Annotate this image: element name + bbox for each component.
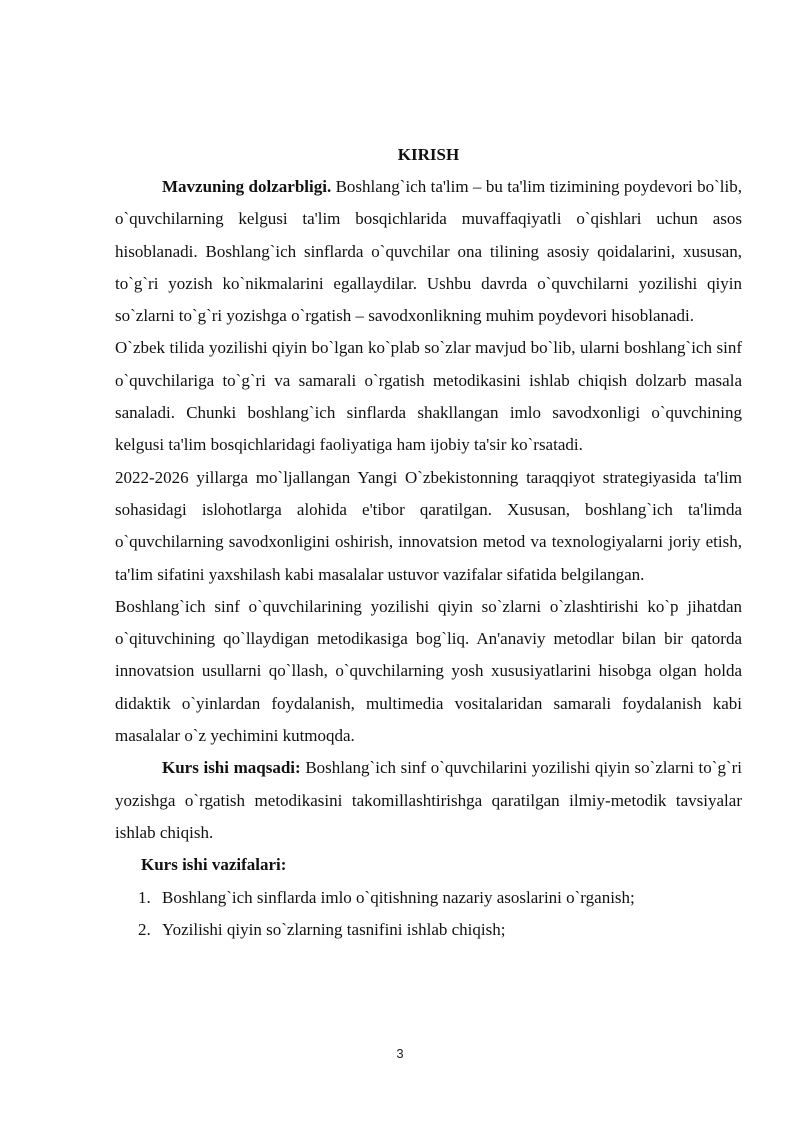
paragraph-text: Boshlang`ich sinf o`quvchilarining yozilishi qiyin so`zlarni o`zlashtirishi ko`p jihatdan o`qituvchining qo`llaydigan metodikasiga bog`liq. An'anaviy metodlar bilan bir qatorda innovatsion usullarni qo`llash, o`quvchilarning yosh xususiyatlarini hisobga olgan holda didaktik o`yinlardan foydalanish, multimedia vositalaridan samarali foydalanish kabi masalalar o`z yechimini kutmoqda. <box>115 596 742 746</box>
list-item-number: 1. <box>138 887 151 907</box>
paragraph-difficult-words <box>115 332 742 461</box>
paragraph-text: 2022-2026 yillarga mo`ljallangan Yangi O`zbekistonning taraqqiyot strategiyasida ta'lim sohasidagi islohotlarga alohida e'tibor qaratilgan. Xususan, boshlang`ich ta'limda o`quvchilarning savodxonligini oshirish, innovatsion metod va texnologiyalarni joriy etish, ta'lim sifatini yaxshilash kabi masalalar ustuvor vazifalar sifatida belgilangan. <box>115 467 742 584</box>
paragraph-text: Boshlang`ich sinf o`quvchilarini yozilishi qiyin so`zlarni to`g`ri yozishga o`rgatish metodikasini takomillashtirishga qaratilgan ilmiy-metodik tavsiyalar ishlab chiqish. <box>115 758 742 842</box>
paragraph-text: O`zbek tilida yozilishi qiyin bo`lgan ko`plab so`zlar mavjud bo`lib, ularni boshlang`ich sinf o`quvchilariga to`g`ri va samarali o`rgatish metodikasini ishlab chiqish dolzarb masala sanaladi. Chunki boshlang`ich sinflarda shakllangan imlo savodxonligi o`quvchining kelgusi ta'lim bosqichlaridagi faoliyatiga ham ijobiy ta'sir ko`rsatadi. <box>115 338 742 455</box>
list-item-text: Boshlang`ich sinflarda imlo o`qitishning nazariy asoslarini o`rganish; <box>162 887 635 907</box>
list-item <box>115 914 742 946</box>
document-body <box>115 139 742 946</box>
paragraph-goal <box>115 752 742 849</box>
paragraph-lead: Mavzuning dolzarbligi. <box>162 177 332 196</box>
paragraph-methodology <box>115 591 742 752</box>
paragraph-lead: Kurs ishi maqsadi: <box>162 758 301 778</box>
tasks-heading: Kurs ishi vazifalari: <box>141 855 287 875</box>
list-item-number: 2. <box>138 919 151 939</box>
page-number: 3 <box>396 1046 404 1061</box>
list-item-text: Yozilishi qiyin so`zlarning tasnifini ishlab chiqish; <box>162 919 506 939</box>
paragraph-text: Boshlang`ich ta'lim – bu ta'lim tizimining poydevori bo`lib, o`quvchilarning kelgusi ta'lim bosqichlarida muvaffaqiyatli o`qishlari uchun asos hisoblanadi. Boshlang`ich sinflarda o`quvchilar ona tilining asosiy qoidalarini, xususan, to`g`ri yozish ko`nikmalarini egallaydilar. Ushbu davrda o`quvchilarni yozilishi qiyin so`zlarni to`g`ri yozishga o`rgatish – savodxonlikning muhim poydevori hisoblanadi. <box>115 177 743 326</box>
paragraph-strategy <box>115 462 742 591</box>
section-title: KIRISH <box>397 145 460 164</box>
paragraph-relevance <box>115 171 742 332</box>
list-item <box>115 882 742 914</box>
tasks-list <box>115 882 742 947</box>
